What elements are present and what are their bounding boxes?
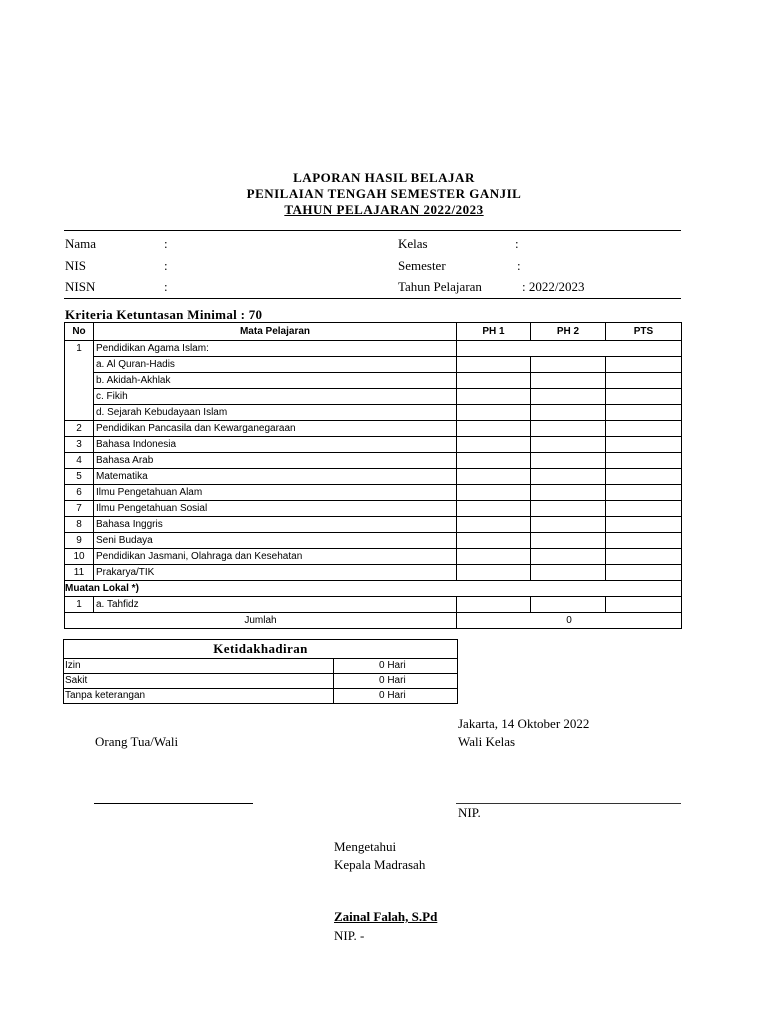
grades-table: [64, 322, 682, 629]
nama-label: Nama: [65, 236, 97, 251]
score-pts[interactable]: [606, 373, 682, 389]
row-no: 7: [65, 501, 94, 517]
table-row: [65, 565, 682, 581]
score-ph2[interactable]: [531, 421, 606, 437]
col-pts: PTS: [606, 323, 682, 341]
row-no: [65, 373, 94, 389]
col-no: No: [65, 323, 94, 341]
score-pts[interactable]: [606, 517, 682, 533]
row-subject: Ilmu Pengetahuan Sosial: [94, 501, 457, 517]
row-no: 2: [65, 421, 94, 437]
row-no: [65, 389, 94, 405]
absence-value: 0 Hari: [334, 659, 458, 674]
absence-row: [64, 689, 458, 704]
score-ph1[interactable]: [457, 373, 531, 389]
score-ph2[interactable]: [531, 565, 606, 581]
score-ph2[interactable]: [531, 533, 606, 549]
nisn-label: NISN: [65, 279, 96, 294]
table-row: [65, 357, 682, 373]
score-ph2[interactable]: [531, 469, 606, 485]
table-row: [65, 549, 682, 565]
parent-signature-line: [94, 803, 253, 804]
row-subject: Matematika: [94, 469, 457, 485]
row-subject: Bahasa Inggris: [94, 517, 457, 533]
score-pts[interactable]: [606, 565, 682, 581]
table-row: [65, 469, 682, 485]
table-row: [65, 485, 682, 501]
report-year: [0, 202, 768, 218]
score-pts[interactable]: [606, 421, 682, 437]
row-subject: Ilmu Pengetahuan Alam: [94, 485, 457, 501]
table-header-row: [65, 323, 682, 341]
row-no: 3: [65, 437, 94, 453]
score-ph1[interactable]: [457, 501, 531, 517]
row-no: 4: [65, 453, 94, 469]
row-blank: [457, 341, 682, 357]
row-no: [65, 405, 94, 421]
table-row: [65, 373, 682, 389]
identity-divider: [64, 298, 681, 299]
principal-title: Kepala Madrasah: [334, 857, 426, 872]
score-ph1[interactable]: [457, 437, 531, 453]
table-row: [65, 501, 682, 517]
parent-label: Orang Tua/Wali: [95, 734, 179, 749]
score-pts[interactable]: [606, 469, 682, 485]
score-pts[interactable]: [606, 485, 682, 501]
jumlah-label: Jumlah: [65, 613, 457, 629]
score-pts[interactable]: [606, 501, 682, 517]
row-subject: c. Fikih: [94, 389, 457, 405]
score-pts[interactable]: [606, 405, 682, 421]
semester-label: Semester: [398, 258, 446, 273]
row-no: 5: [65, 469, 94, 485]
score-pts[interactable]: [606, 549, 682, 565]
nis-label: NIS: [65, 258, 86, 273]
absence-table: [63, 639, 458, 704]
score-ph2[interactable]: [531, 437, 606, 453]
score-ph1[interactable]: [457, 421, 531, 437]
semester-colon: :: [517, 258, 521, 273]
row-subject: a. Al Quran-Hadis: [94, 357, 457, 373]
tahun-label: Tahun Pelajaran: [398, 279, 482, 294]
row-subject: Pendidikan Agama Islam:: [94, 341, 457, 357]
absence-value: 0 Hari: [334, 674, 458, 689]
nis-colon: :: [164, 258, 168, 273]
col-ph1: PH 1: [457, 323, 531, 341]
row-no: 1: [65, 597, 94, 613]
col-ph2: PH 2: [531, 323, 606, 341]
row-subject: a. Tahfidz: [94, 597, 457, 613]
score-pts[interactable]: [606, 437, 682, 453]
table-row: [65, 421, 682, 437]
kelas-colon: :: [515, 236, 519, 251]
row-no: 8: [65, 517, 94, 533]
row-subject: d. Sejarah Kebudayaan Islam: [94, 405, 457, 421]
row-no: 1: [65, 341, 94, 357]
score-pts[interactable]: [606, 533, 682, 549]
place-date: Jakarta, 14 Oktober 2022: [458, 716, 590, 731]
score-ph1[interactable]: [457, 597, 531, 613]
report-subtitle: PENILAIAN TENGAH SEMESTER GANJIL: [246, 186, 522, 201]
principal-nip: NIP. -: [334, 928, 365, 943]
report-year-text: TAHUN PELAJARAN 2022/2023: [284, 202, 484, 217]
score-ph2[interactable]: [531, 373, 606, 389]
nama-colon: :: [164, 236, 168, 251]
score-ph2[interactable]: [531, 501, 606, 517]
score-ph2[interactable]: [531, 453, 606, 469]
table-row: [65, 437, 682, 453]
absence-label: Tanpa keterangan: [64, 689, 334, 704]
score-ph2[interactable]: [531, 485, 606, 501]
score-ph1[interactable]: [457, 389, 531, 405]
absence-header-row: [64, 640, 458, 659]
score-ph1[interactable]: [457, 565, 531, 581]
homeroom-nip: NIP.: [458, 805, 481, 820]
table-row: [65, 341, 682, 357]
score-ph1[interactable]: [457, 469, 531, 485]
nisn-colon: :: [164, 279, 168, 294]
tahun-value: : 2022/2023: [522, 279, 585, 294]
score-ph1[interactable]: [457, 485, 531, 501]
row-subject: Pendidikan Jasmani, Olahraga dan Kesehatan: [94, 549, 457, 565]
score-ph2[interactable]: [531, 517, 606, 533]
row-subject: Pendidikan Pancasila dan Kewarganegaraan: [94, 421, 457, 437]
report-title: LAPORAN HASIL BELAJAR: [293, 170, 475, 185]
row-no: 10: [65, 549, 94, 565]
muatan-lokal-row: [65, 581, 682, 597]
score-ph1[interactable]: [457, 517, 531, 533]
row-no: [65, 357, 94, 373]
jumlah-value: 0: [457, 613, 682, 629]
absence-row: [64, 674, 458, 689]
table-row: [65, 405, 682, 421]
table-row: [65, 533, 682, 549]
homeroom-signature-line: [456, 803, 681, 804]
score-ph1[interactable]: [457, 533, 531, 549]
row-no: 11: [65, 565, 94, 581]
table-row: [65, 517, 682, 533]
score-ph2[interactable]: [531, 389, 606, 405]
table-row: [65, 389, 682, 405]
table-row: [65, 597, 682, 613]
absence-row: [64, 659, 458, 674]
score-ph1[interactable]: [457, 405, 531, 421]
row-subject: Bahasa Indonesia: [94, 437, 457, 453]
score-ph2[interactable]: [531, 405, 606, 421]
score-ph2[interactable]: [531, 597, 606, 613]
score-pts[interactable]: [606, 389, 682, 405]
score-pts[interactable]: [606, 597, 682, 613]
table-row: [65, 453, 682, 469]
row-subject: Seni Budaya: [94, 533, 457, 549]
kelas-label: Kelas: [398, 236, 428, 251]
score-ph2[interactable]: [531, 357, 606, 373]
row-subject: b. Akidah-Akhlak: [94, 373, 457, 389]
score-ph2[interactable]: [531, 549, 606, 565]
homeroom-label: Wali Kelas: [458, 734, 516, 749]
score-ph1[interactable]: [457, 549, 531, 565]
score-ph1[interactable]: [457, 453, 531, 469]
row-subject: Bahasa Arab: [94, 453, 457, 469]
absence-label: Izin: [64, 659, 334, 674]
row-no: 9: [65, 533, 94, 549]
absence-label: Sakit: [64, 674, 334, 689]
header-divider: [64, 230, 681, 231]
score-pts[interactable]: [606, 453, 682, 469]
muatan-lokal-heading: Muatan Lokal *): [65, 581, 682, 597]
absence-value: 0 Hari: [334, 689, 458, 704]
jumlah-row: [65, 613, 682, 629]
score-pts[interactable]: [606, 357, 682, 373]
row-no: 6: [65, 485, 94, 501]
knowing-label: Mengetahui: [334, 839, 397, 854]
absence-title: Ketidakhadiran: [64, 640, 458, 659]
principal-name: Zainal Falah, S.Pd: [334, 909, 438, 924]
row-subject: Prakarya/TIK: [94, 565, 457, 581]
score-ph1[interactable]: [457, 357, 531, 373]
kkm-label: Kriteria Ketuntasan Minimal : 70: [65, 307, 263, 322]
col-subject: Mata Pelajaran: [94, 323, 457, 341]
